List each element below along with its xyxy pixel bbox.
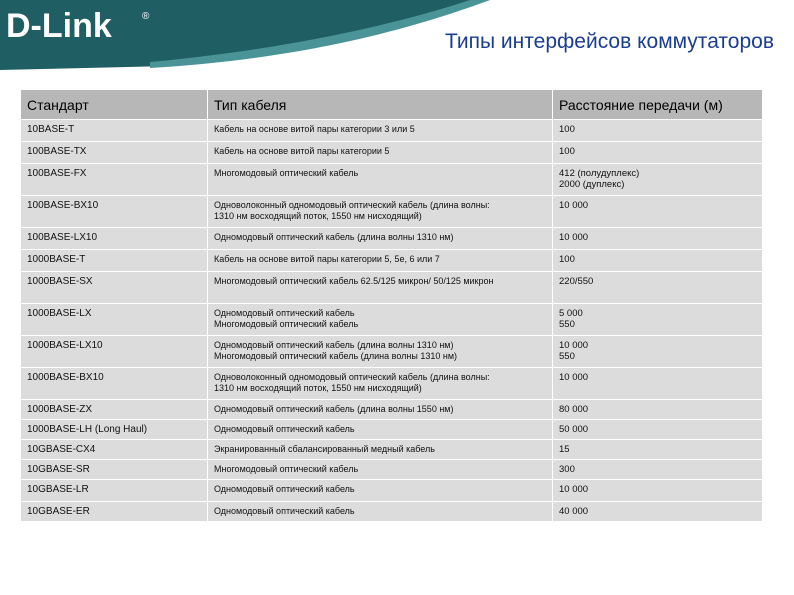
- cell-cable-type-line: Одномодовый оптический кабель: [214, 308, 355, 318]
- cell-distance: [553, 460, 763, 480]
- table-row: [21, 502, 763, 522]
- interfaces-table: [20, 89, 763, 522]
- cell-cable-type-line: 1310 нм восходящий поток, 1550 нм нисходящий): [214, 211, 422, 221]
- cell-distance-line: 220/550: [559, 276, 594, 287]
- cell-distance-line: 80 000: [559, 404, 589, 415]
- cell-cable-type-line: Кабель на основе витой пары категории 3 или 5: [214, 124, 415, 134]
- cell-standard: 100BASE-FX: [21, 164, 208, 196]
- cell-cable-type-line: Одномодовый оптический кабель: [214, 424, 355, 434]
- cell-standard: 10GBASE-SR: [21, 460, 208, 480]
- cell-cable-type: [208, 336, 553, 368]
- cell-cable-type-line: Кабель на основе витой пары категории 5, 5e, 6 или 7: [214, 254, 440, 264]
- cell-standard: 1000BASE-LX10: [21, 336, 208, 368]
- cell-cable-type-line: Одноволоконный одномодовый оптический кабель (длина волны:: [214, 372, 490, 382]
- cell-distance: [553, 440, 763, 460]
- cell-cable-type-line: Многомодовый оптический кабель: [214, 168, 359, 178]
- cell-distance-line: 100: [559, 254, 575, 265]
- table-row: [21, 480, 763, 502]
- cell-standard: 100BASE-LX10: [21, 228, 208, 250]
- cell-cable-type: [208, 272, 553, 304]
- cell-distance-line: 10 000: [559, 372, 589, 383]
- cell-distance: [553, 250, 763, 272]
- cell-standard: 1000BASE-LX: [21, 304, 208, 336]
- table-row: [21, 196, 763, 228]
- cell-distance: [553, 502, 763, 522]
- cell-cable-type: [208, 120, 553, 142]
- cell-distance-line: 10 000: [559, 232, 589, 243]
- cell-standard: 1000BASE-ZX: [21, 400, 208, 420]
- cell-distance-line: 50 000: [559, 424, 589, 435]
- cell-cable-type-line: Многомодовый оптический кабель: [214, 319, 359, 329]
- cell-distance-line: 10 000: [559, 484, 589, 495]
- cell-cable-type: [208, 440, 553, 460]
- cell-cable-type: [208, 502, 553, 522]
- page-title: Типы интерфейсов коммутаторов: [445, 30, 774, 53]
- cell-cable-type-line: Многомодовый оптический кабель (длина волны 1310 нм): [214, 351, 458, 361]
- cell-standard: 1000BASE-T: [21, 250, 208, 272]
- cell-distance-line: 300: [559, 464, 575, 475]
- cell-distance: [553, 400, 763, 420]
- table-row: [21, 250, 763, 272]
- cell-distance: [553, 120, 763, 142]
- table-header-row: [21, 90, 763, 120]
- logo-text: D-Link: [6, 7, 112, 44]
- cell-cable-type-line: 1310 нм восходящий поток, 1550 нм нисходящий): [214, 383, 422, 393]
- cell-cable-type-line: Одномодовый оптический кабель: [214, 484, 355, 494]
- cell-distance-line: 10 000: [559, 340, 589, 351]
- cell-standard: 1000BASE-SX: [21, 272, 208, 304]
- dlink-logo: [6, 6, 154, 44]
- cell-distance-line: 5 000: [559, 308, 583, 319]
- cell-cable-type: [208, 460, 553, 480]
- cell-standard: 10BASE-T: [21, 120, 208, 142]
- cell-cable-type-line: Одномодовый оптический кабель (длина волны 1550 нм): [214, 404, 454, 414]
- cell-distance: [553, 480, 763, 502]
- cell-distance-line: 2000 (дуплекс): [559, 179, 625, 190]
- cell-cable-type: [208, 480, 553, 502]
- table-row: [21, 272, 763, 304]
- table-row: [21, 164, 763, 196]
- table-row: [21, 336, 763, 368]
- header-distance: Расстояние передачи (м): [553, 90, 763, 120]
- cell-cable-type: [208, 420, 553, 440]
- cell-cable-type: [208, 228, 553, 250]
- cell-distance-line: 550: [559, 351, 575, 362]
- registered-mark: ®: [142, 11, 150, 22]
- cell-distance: [553, 142, 763, 164]
- cell-distance: [553, 272, 763, 304]
- table-row: [21, 460, 763, 480]
- header-standard: Стандарт: [21, 90, 208, 120]
- cell-standard: 100BASE-TX: [21, 142, 208, 164]
- cell-distance: [553, 420, 763, 440]
- table-row: [21, 228, 763, 250]
- cell-cable-type: [208, 196, 553, 228]
- table-row: [21, 304, 763, 336]
- cell-distance: [553, 336, 763, 368]
- cell-cable-type-line: Одномодовый оптический кабель (длина волны 1310 нм): [214, 232, 454, 242]
- table-row: [21, 120, 763, 142]
- cell-distance: [553, 304, 763, 336]
- cell-standard: 100BASE-BX10: [21, 196, 208, 228]
- cell-distance-line: 412 (полудуплекс): [559, 168, 640, 179]
- cell-cable-type: [208, 368, 553, 400]
- cell-distance: [553, 368, 763, 400]
- cell-distance: [553, 164, 763, 196]
- table-row: [21, 368, 763, 400]
- cell-distance-line: 550: [559, 319, 575, 330]
- cell-cable-type-line: Одноволоконный одномодовый оптический кабель (длина волны:: [214, 200, 490, 210]
- cell-cable-type-line: Экранированный сбалансированный медный кабель: [214, 444, 435, 454]
- cell-distance-line: 40 000: [559, 506, 589, 517]
- cell-standard: 10GBASE-LR: [21, 480, 208, 502]
- cell-cable-type-line: Многомодовый оптический кабель 62.5/125 микрон/ 50/125 микрон: [214, 276, 494, 286]
- table-row: [21, 440, 763, 460]
- table-row: [21, 420, 763, 440]
- cell-standard: 10GBASE-CX4: [21, 440, 208, 460]
- cell-cable-type: [208, 164, 553, 196]
- cell-cable-type: [208, 304, 553, 336]
- cell-cable-type-line: Многомодовый оптический кабель: [214, 464, 359, 474]
- cell-cable-type-line: Одномодовый оптический кабель: [214, 506, 355, 516]
- table-row: [21, 400, 763, 420]
- cell-distance: [553, 228, 763, 250]
- cell-standard: 1000BASE-BX10: [21, 368, 208, 400]
- cell-standard: 1000BASE-LH (Long Haul): [21, 420, 208, 440]
- header-cable-type: Тип кабеля: [208, 90, 553, 120]
- cell-distance-line: 10 000: [559, 200, 589, 211]
- cell-cable-type-line: Кабель на основе витой пары категории 5: [214, 146, 390, 156]
- cell-cable-type: [208, 400, 553, 420]
- cell-cable-type: [208, 250, 553, 272]
- cell-distance-line: 100: [559, 124, 575, 135]
- table-row: [21, 142, 763, 164]
- cell-cable-type-line: Одномодовый оптический кабель (длина волны 1310 нм): [214, 340, 454, 350]
- cell-distance: [553, 196, 763, 228]
- cell-standard: 10GBASE-ER: [21, 502, 208, 522]
- cell-cable-type: [208, 142, 553, 164]
- cell-distance-line: 15: [559, 444, 570, 455]
- cell-distance-line: 100: [559, 146, 575, 157]
